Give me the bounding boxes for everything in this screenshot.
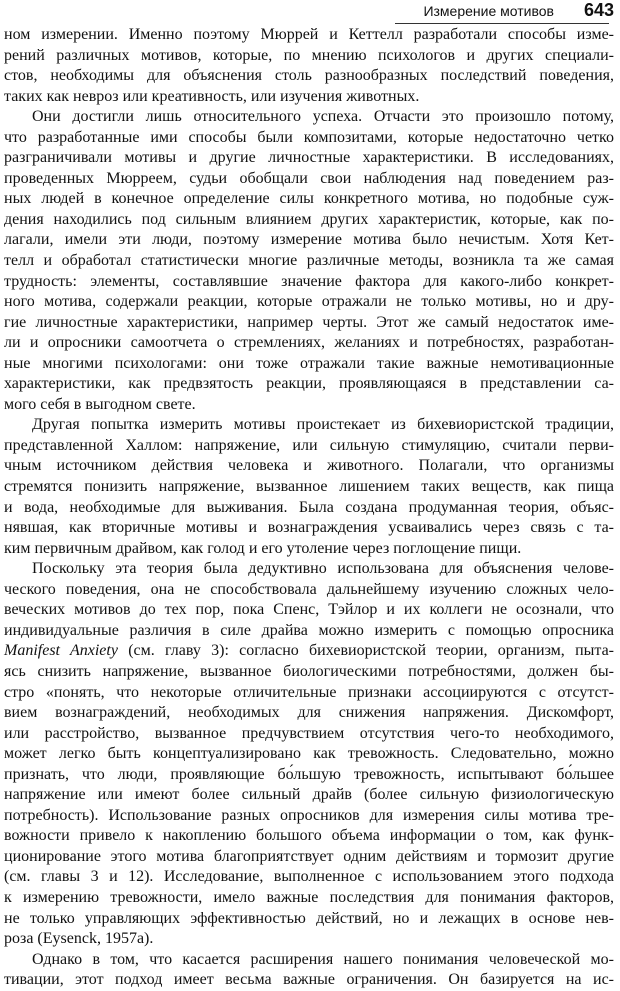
- text-line: стов, необходимы для объяснения столь разнообразных последствий поведения,: [4, 67, 614, 85]
- italic-term: Manifest Anxiety: [4, 642, 118, 660]
- text-line: [4, 641, 614, 662]
- text-line: тивации, этот подход имеет весьма важные ограничения. Он базируется на ис-: [4, 971, 614, 989]
- text-line: трудность: элементы, составлявшие значение фактора для какого-либо конкрет-: [4, 272, 614, 290]
- text-line: ционирование этого мотива благоприятствует одним действиям и тормозит другие: [4, 847, 614, 865]
- text-line: Они достигли лишь относительного успеха. Отчасти это произошло потому,: [32, 108, 614, 126]
- text-line: ные многими психологами: они тоже отражали такие важные немотивационные: [4, 354, 614, 372]
- text-line: телл и обработал статистически многие различные методы, возникла та же самая: [4, 252, 614, 270]
- text-line: потребность). Использование разных опросников для измерения силы мотива тре-: [4, 806, 614, 824]
- text-line: проведенных Мюрреем, судьи обобщали свои наблюдения над поведением раз-: [4, 169, 614, 187]
- text-line: Однако в том, что касается расширения нашего понимания человеческой мо-: [32, 950, 614, 968]
- text-line: (см. главы 3 и 12). Исследование, выполненное с использованием этого подхода: [4, 868, 614, 886]
- header-rule: [395, 23, 609, 24]
- text-line: не только управляющих эффективностью действий, но и лежащих в основе нев-: [4, 909, 614, 927]
- text-line: Другая попытка измерить мотивы проистекает из бихевиористской традиции,: [32, 416, 614, 434]
- running-header: [0, 0, 620, 24]
- text-line: к измерению тревожности, имело важные последствия для понимания факторов,: [4, 888, 614, 906]
- text-line: или расстройство, вызванное предчувствием отсутствия чего-то необходимого,: [4, 724, 614, 742]
- text-line: ческого поведения, она не способствовала дальнейшему изучению сложных чело-: [4, 580, 614, 598]
- text-line: веческих мотивов до тех пор, пока Спенс, Тэйлор и их коллеги не осознали, что: [4, 601, 614, 619]
- text-line: дения находились под сильным влиянием других характеристик, которые, как по-: [4, 210, 614, 228]
- text-line: индивидуальные различия в силе драйва можно измерить с помощью опросника: [4, 621, 614, 639]
- text-line: что разработанные ими способы были композитами, которые недостаточно четко: [4, 128, 614, 146]
- text-line: стро «понять, что некоторые отличительные признаки ассоциируются с отсутст-: [4, 683, 614, 701]
- text-line: признать, что люди, проявляющие бо́льшую тревожность, испытывают бо́льшее: [4, 765, 614, 783]
- text-line: чным источником действия человека и животного. Полагали, что организмы: [4, 457, 614, 475]
- running-header-title: Измерение мотивов: [423, 3, 554, 19]
- text-line: напряжение или имеют более сильный драйв (более сильную физиологическую: [4, 786, 614, 804]
- text-line: стремятся понизить напряжение, вызванное лишением таких веществ, как пища: [4, 478, 614, 496]
- body-text: [4, 25, 614, 991]
- text-line: лагали, имели эти люди, поэтому измерение мотива было нечистым. Хотя Кет-: [4, 231, 614, 249]
- page-number: 643: [583, 0, 614, 20]
- text-line: ном измерении. Именно поэтому Мюррей и Кеттелл разработали способы изме-: [4, 26, 614, 43]
- text-line: вожности привело к накоплению большого объема информации о том, как функ-: [4, 827, 614, 845]
- text-line: ного мотива, содержали реакции, которые отражали не только мотивы, но и дру-: [4, 293, 614, 311]
- text-line: ных людей в конечное определение силы конкретного мотива, но подобные суж-: [4, 190, 614, 208]
- text-line: рений различных мотивов, которые, по мнению психологов и других специали-: [4, 46, 614, 64]
- text-line: разграничивали мотивы и другие личностные характеристики. В исследованиях,: [4, 149, 614, 167]
- text-line: может легко быть концептуализировано как тревожность. Следовательно, можно: [4, 745, 614, 763]
- text-line: мого себя в выгодном свете.: [4, 395, 196, 413]
- text-line: ли и опросники самоотчета о стремлениях, желаниях и потребностях, разработан-: [4, 334, 614, 352]
- text-line: характеристики, как предвзятость реакции, проявляющаяся в представлении са-: [4, 375, 614, 393]
- text-line: представленной Халлом: напряжение, или сильную стимуляцию, считали перви-: [4, 436, 614, 454]
- text-line: роза (Eysenck, 1957a).: [4, 930, 154, 948]
- text-line-rest: (см. главу 3): согласно бихевиористской теории, организм, пыта-: [128, 642, 614, 660]
- text-line: ясь снизить напряжение, вызванное биологическими потребностями, должен бы-: [4, 662, 614, 680]
- text-line: Поскольку эта теория была дедуктивно использована для объяснения челове-: [32, 560, 614, 578]
- text-line: и вода, необходимые для выживания. Была создана продуманная теория, объяс-: [4, 498, 614, 516]
- text-line: вием вознаграждений, необходимых для снижения напряжения. Дискомфорт,: [4, 704, 614, 722]
- text-line: гие личностные характеристики, например черты. Этот же самый недостаток име-: [4, 313, 614, 331]
- text-line: таких как невроз или креативность, или изучения животных.: [4, 87, 420, 105]
- text-line: нявшая, как вторичные мотивы и вознаграждения усваивались через связь с та-: [4, 519, 614, 537]
- text-line: ким первичным драйвом, как голод и его утоление через поглощение пищи.: [4, 539, 522, 557]
